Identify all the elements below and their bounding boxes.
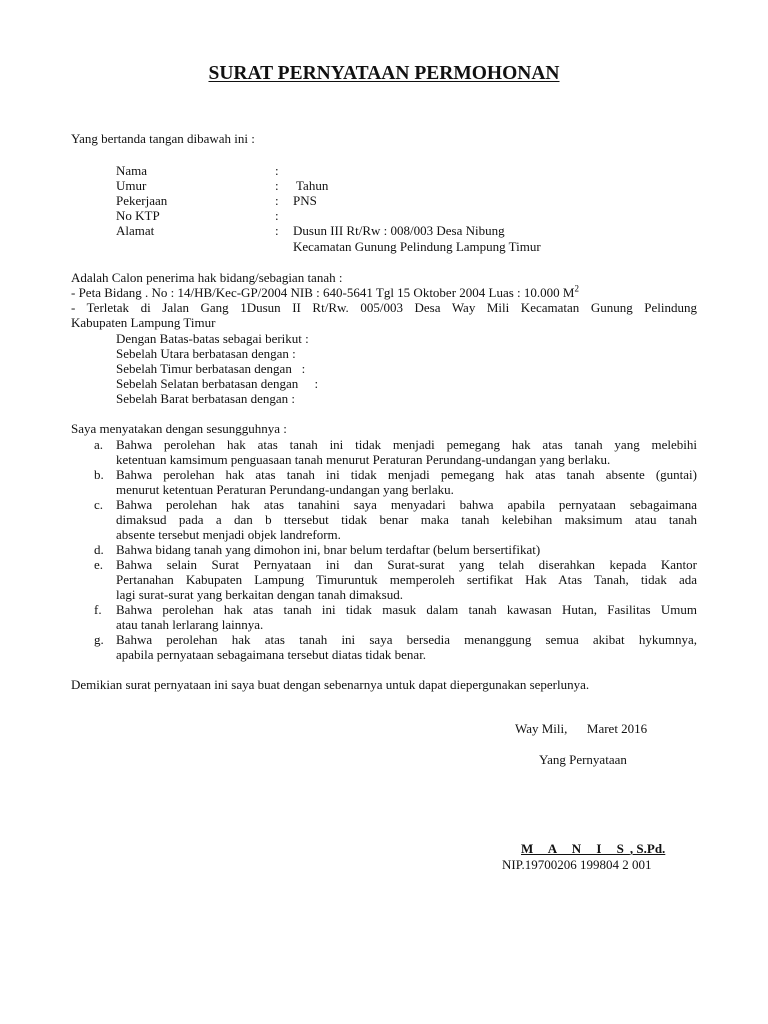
signer-title: , S.Pd. (629, 841, 666, 856)
list-letter: g. (94, 632, 104, 647)
document-title: SURAT PERNYATAAN PERMOHONAN (208, 63, 560, 84)
letak-line1: - Terletak di Jalan Gang 1Dusun II Rt/Rw. 005/003 Desa Way Mili Kecamatan Gunung Pelindung (71, 300, 697, 315)
field-value-alamat-line2: Kecamatan Gunung Pelindung Lampung Timur (293, 239, 541, 254)
claim-text: Adalah Calon penerima hak bidang/sebagian tanah : (71, 270, 343, 285)
list-item (71, 437, 697, 467)
list-letter: c. (94, 497, 104, 512)
list-line: apabila pernyataan sebagaimana tersebut diatas tidak benar. (116, 647, 427, 662)
list-line: Bahwa selain Surat Pernyataan ini dan Surat-surat yang telah diserahkan kepada Kantor (116, 557, 697, 572)
list-letter: e. (94, 557, 104, 572)
declarant-label: Yang Pernyataan (539, 752, 627, 767)
declare-text: Saya menyatakan dengan sesungguhnya : (71, 421, 287, 436)
field-label-no-ktp: No KTP (116, 208, 160, 223)
closing-text: Demikian surat pernyataan ini saya buat dengan sebenarnya untuk dapat diepergunakan seperlunya. (71, 677, 590, 692)
list-line: atau tanah lerlarang lainnya. (116, 617, 264, 632)
list-item (71, 632, 697, 662)
field-label-pekerjaan: Pekerjaan (116, 193, 168, 208)
boundary-item: Sebelah Selatan berbatasan dengan : (116, 376, 319, 391)
field-colon: : (275, 193, 279, 208)
list-item (71, 557, 697, 602)
list-item (71, 497, 697, 542)
field-value-alamat: Dusun III Rt/Rw : 008/003 Desa Nibung (293, 223, 505, 238)
list-line: lagi surat-surat yang berkaitan dengan tanah dimaksud. (116, 587, 403, 602)
signer-name (521, 841, 665, 856)
boundary-item: Sebelah Barat berbatasan dengan : (116, 391, 296, 406)
declaration-list (71, 437, 697, 662)
peta-bidang-text (71, 285, 579, 300)
letak-line2: Kabupaten Lampung Timur (71, 315, 216, 330)
list-line: ketentuan kamsimum penguasaan tanah menurut Peraturan Perundang-undangan yang berlaku. (116, 452, 611, 467)
field-colon: : (275, 163, 279, 178)
list-line: Bahwa perolehan hak atas tanahini saya menyadari bahwa apabila pernyataan sebagaimana (116, 497, 697, 512)
field-value-umur: Tahun (293, 178, 329, 193)
boundary-item: Dengan Batas-batas sebagai berikut : (116, 331, 309, 346)
field-label-nama: Nama (116, 163, 148, 178)
signer-name-text: M A N I S (521, 841, 630, 856)
field-value-pekerjaan: PNS (293, 193, 317, 208)
list-line: Bahwa perolehan hak atas tanah ini tidak menjadi pemegang hak atas tanah yang melebihi (116, 437, 697, 452)
list-letter: d. (94, 542, 104, 557)
list-line: Pertanahan Kabupaten Lampung Timuruntuk memperoleh sertifikat Hak Atas Tanah, tidak ada (116, 572, 697, 587)
field-colon: : (275, 178, 279, 193)
field-colon: : (275, 208, 279, 223)
field-colon: : (275, 223, 279, 238)
list-letter: f. (94, 602, 102, 617)
list-line: menurut ketentuan Peraturan Perundang-undangan yang berlaku. (116, 482, 454, 497)
list-line: Bahwa perolehan hak atas tanah ini saya bersedia menanggung semua akibat hykumnya, (116, 632, 697, 647)
signer-nip: NIP.19700206 199804 2 001 (502, 857, 652, 872)
field-label-alamat: Alamat (116, 223, 155, 238)
list-line: dimaksud pada a dan b ttersebut tidak benar maka tanah kelebihan maksimum atau tanah (116, 512, 697, 527)
field-label-umur: Umur (116, 178, 147, 193)
peta-bidang-sup: 2 (574, 283, 579, 294)
list-line: Bahwa bidang tanah yang dimohon ini, bnar belum terdaftar (belum bersertifikat) (116, 542, 541, 557)
list-line: Bahwa perolehan hak atas tanah ini tidak menjadi pemegang hak atas tanah absente (guntai) (116, 467, 697, 482)
place-date: Way Mili, Maret 2016 (515, 721, 648, 736)
boundary-item: Sebelah Utara berbatasan dengan : (116, 346, 296, 361)
list-line: Bahwa perolehan hak atas tanah ini tidak masuk dalam tanah kawasan Hutan, Fasilitas Umum (116, 602, 697, 617)
list-item (71, 542, 697, 557)
intro-text: Yang bertanda tangan dibawah ini : (71, 131, 255, 146)
list-line: absente tersebut menjadi objek landreform. (116, 527, 341, 542)
list-item (71, 602, 697, 632)
list-item (71, 467, 697, 497)
list-letter: b. (94, 467, 104, 482)
peta-bidang-main: - Peta Bidang . No : 14/HB/Kec-GP/2004 NIB : 640-5641 Tgl 15 Oktober 2004 Luas : 10.000 M (71, 285, 575, 300)
list-letter: a. (94, 437, 104, 452)
boundary-item: Sebelah Timur berbatasan dengan : (116, 361, 306, 376)
